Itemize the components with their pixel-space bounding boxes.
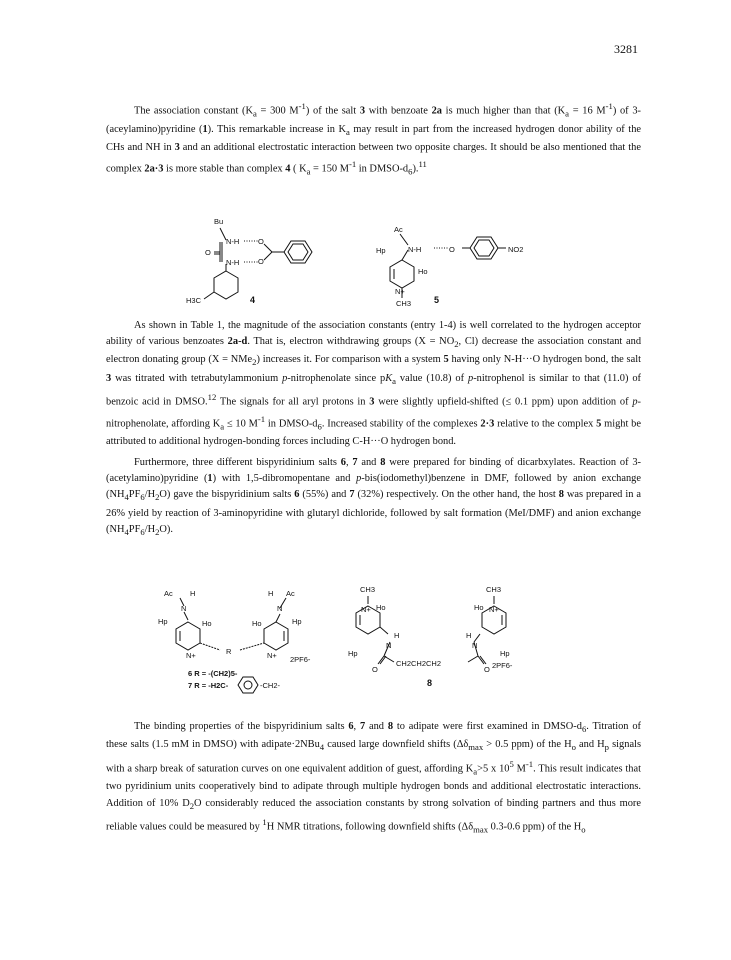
compound-4-labels [186,217,264,305]
compound-8-number: 8 [427,678,433,688]
svg-text:CH3: CH3 [486,585,502,594]
svg-text:Bu: Bu [214,217,224,226]
svg-text:H: H [190,589,196,598]
svg-text:2PF6-: 2PF6- [290,655,311,664]
svg-text:O: O [258,237,264,246]
legend-6: 6 R = -(CH2)5- [188,669,238,678]
svg-text:N: N [386,641,392,650]
svg-text:CH3: CH3 [360,585,376,594]
compound-4-number: 4 [250,295,256,305]
svg-text:O: O [258,257,264,266]
svg-text:O: O [372,665,378,674]
svg-text:N-H: N-H [226,237,240,246]
svg-text:O: O [449,245,455,254]
svg-text:Ac: Ac [394,225,403,234]
svg-text:N: N [472,641,478,650]
svg-text:CH2CH2CH2: CH2CH2CH2 [396,659,442,668]
svg-text:Ho: Ho [252,619,262,628]
compound-5-structure [390,234,506,298]
svg-text:N: N [277,604,283,613]
page-number: 3281 [614,42,638,56]
svg-text:Ho: Ho [418,267,428,276]
legend-7: 7 R = -H2C- [188,681,229,690]
svg-text:N+: N+ [395,287,405,296]
svg-text:N+: N+ [267,651,277,660]
svg-text:Ac: Ac [286,589,295,598]
svg-text:H3C: H3C [186,296,202,305]
svg-text:N+: N+ [361,605,371,614]
svg-text:R: R [226,647,232,656]
svg-text:H: H [394,631,400,640]
compound-5-labels [376,225,523,308]
svg-text:O: O [205,248,211,257]
svg-text:Ho: Ho [474,603,484,612]
paragraph-3: Furthermore, three different bispyridinium salts 6, 7 and 8 were prepared for binding of dicarbxylates. Reaction of 3-(acetylamino)pyridine (1) with 1,5-dibromopentane and p-bis(iodomethyl)benzene in DMF, followed by anion exchange $(NH_4PF_6/H_2O)$ gave the bispyridinium salts 6 (55%) and 7 (32%) respectively. On the other hand, the host 8 was prepared in a 26% yield by reaction of 3-aminopyridine with glutaryl dichloride, followed by salt formation (MeI/DMF) and anion exchange $(NH_4PF_6/H_2O)$. [106,457,642,537]
paragraph-1: The association constant ($K_a = 300$ $M^{-1}$) of the salt 3 with benzoate 2a is much higher than that ($K_a = 16$ $M^{-1}$) of 3-(aceylamino)pyridine (1). This remarkable increase in $K_a$ may result in part from the increased hydrogen donor ability of the CHs and NH in 3 and an additional electrostatic interaction between two opposite charges. It should be also mentioned that the complex 2a·3 is more stable than complex 4 ( $K_a = 150$ $M^{-1}$ in DMSO-$d_6).^{11}$ [106,101,641,177]
svg-text:NO2: NO2 [508,245,524,254]
svg-text:N+: N+ [489,605,499,614]
svg-text:2PF6-: 2PF6- [492,661,513,670]
svg-text:Ho: Ho [376,603,386,612]
svg-text:N: N [181,604,187,613]
legend-7-benzene-icon [238,677,258,693]
svg-text:Ac: Ac [164,589,173,598]
scheme-1 [180,208,580,308]
svg-text:H: H [466,631,472,640]
svg-text:CH3: CH3 [396,299,412,308]
svg-text:Hp: Hp [500,649,510,658]
svg-text:H: H [268,589,274,598]
svg-text:Hp: Hp [348,649,358,658]
svg-text:N+: N+ [186,651,196,660]
compound-5-number: 5 [434,295,440,305]
scheme-2 [140,582,600,704]
svg-text:N-H: N-H [408,245,422,254]
svg-text:Hp: Hp [292,617,302,626]
svg-text:O: O [484,665,490,674]
svg-text:Ho: Ho [202,619,212,628]
bispyridinium-6-7-structure [176,598,288,650]
svg-text:N-H: N-H [226,258,240,267]
svg-text:Hp: Hp [158,617,168,626]
legend-7-end: -CH2- [260,681,280,690]
paragraph-2: As shown in Table 1, the magnitude of the association constants (entry 1-4) is well correlated to the hydrogen acceptor ability of various benzoates 2a-d. That is, electron withdrawing groups ($X = NO_2$, Cl) decrease the association constant and electron donating group (X = NMe$_2$) increases it. For comparison with a system 5 having only N-H···O hydrogen bond, the salt 3 was titrated with tetrabutylammonium p-nitrophenolate since $pK_a$ value (10.8) of p-nitrophenol is similar to that (11.0) of benzoic acid in DMSO.$^{12}$ The signals for all aryl protons in 3 were slightly upfield-shifted (≤ 0.1 ppm) upon addition of p-nitrophenolate, affording $K_a \le 10$ $M^{-1}$ in DMSO-$d_6$. Increased stability of the complexes 2·3 relative to the complex 5 might be attributed to additional hydrogen-bonding forces including C-H···O hydrogen bond. [106,320,642,448]
svg-text:Hp: Hp [376,246,386,255]
paragraph-4: The binding properties of the bispyridinium salts 6, 7 and 8 to adipate were first examined in DMSO-$d_6$. Titration of these salts (1.5 mM in DMSO) with adipate·2NBu$_4$ caused large downfield shifts ($\Delta\delta_{max} > 0.5$ ppm) of the $H_o$ and $H_p$ signals with a sharp break of saturation curves on one equivalent addition of guest, affording $K_a>5$ x $10^5$ $M^{-1}$. This result indicates that two pyridinium units cooperatively bind to adipate through multiple hydrogen bonds and additional electrostatic interactions. Addition of 10% $D_2O$ considerably reduced the association constants by strong solvation of binding partners and thus more reliable values could be measured by $^1$H NMR titrations, following downfield shifts ($\Delta\delta_{max}$ 0.3-0.6 ppm) of the $H_o$ [106,721,642,835]
compound-8-labels [348,585,513,688]
